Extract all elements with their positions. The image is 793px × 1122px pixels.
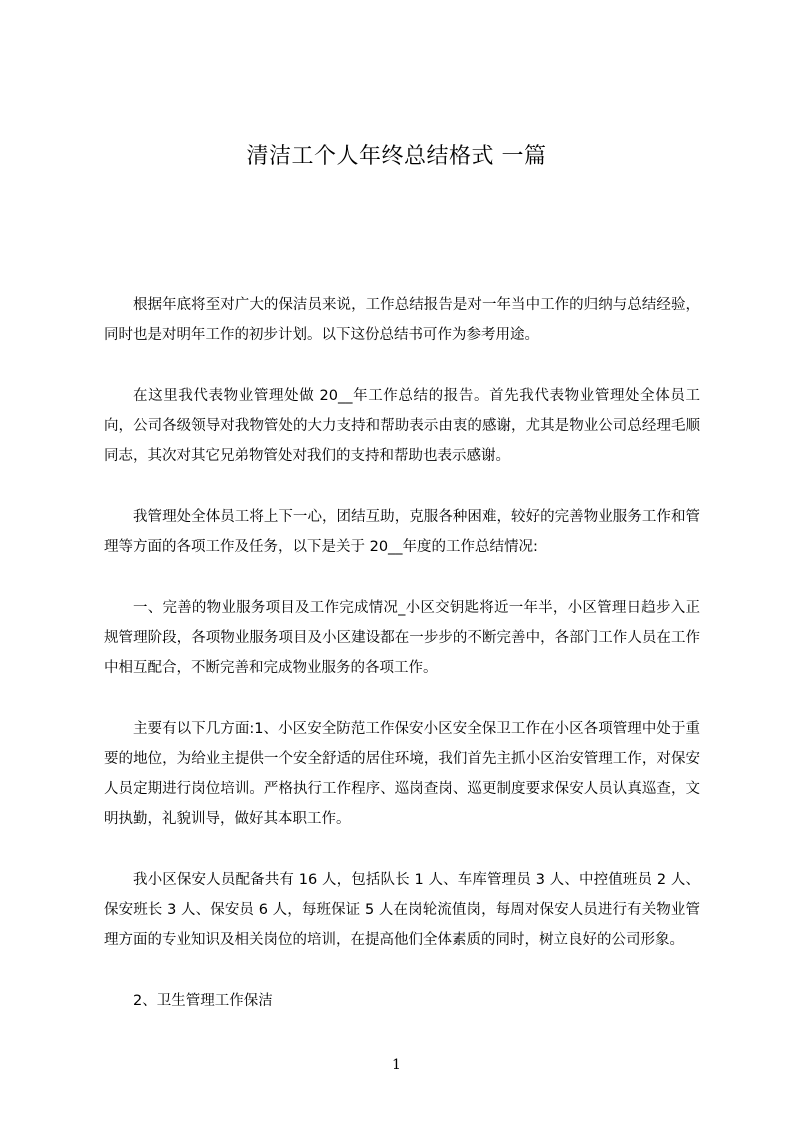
document-body xyxy=(104,290,700,1047)
paragraph-security: 主要有以下几方面:1、小区安全防范工作保安小区安全保卫工作在小区各项管理中处于重要的地位，为给业主提供一个安全舒适的居住环境，我们首先主抓小区治安管理工作，对保安人员定期进行岗位培训。严格执行工作程序、巡岗查岗、巡更制度要求保安人员认真巡查，文明执勤，礼貌训导，做好其本职工作。 xyxy=(104,721,700,827)
paragraph-sanitation-heading: 2、卫生管理工作保洁 xyxy=(133,993,273,1009)
paragraph-staffing: 我小区保安人员配备共有 16 人，包括队长 1 人、车库管理员 3 人、中控值班员 2 人、保安班长 3 人、保安员 6 人，每班保证 5 人在岗轮流值岗，每周对保安人员进行有关物业管理方面的专业知识及相关岗位的培训，在提高他们全体素质的同时，树立良好的公司形象。 xyxy=(104,872,700,948)
page-number: 1 xyxy=(392,1057,401,1073)
paragraph-section-one: 一、完善的物业服务项目及工作完成情况_小区交钥匙将近一年半，小区管理日趋步入正规管理阶段，各项物业服务项目及小区建设都在一步步的不断完善中，各部门工作人员在工作中相互配合，不断完善和完成物业服务的各项工作。 xyxy=(104,600,700,676)
paragraph-thanks: 在这里我代表物业管理处做 20__年工作总结的报告。首先我代表物业管理处全体员工向，公司各级领导对我物管处的大力支持和帮助表示由衷的感谢，尤其是物业公司总经理毛顺同志，其次对其它兄弟物管处对我们的支持和帮助也表示感谢。 xyxy=(104,388,700,464)
paragraph-overview: 我管理处全体员工将上下一心，团结互助，克服各种困难，较好的完善物业服务工作和管理等方面的各项工作及任务，以下是关于 20__年度的工作总结情况: xyxy=(104,509,700,555)
document-title: 清洁工个人年终总结格式 一篇 xyxy=(246,144,547,169)
paragraph-intro: 根据年底将至对广大的保洁员来说，工作总结报告是对一年当中工作的归纳与总结经验，同时也是对明年工作的初步计划。以下这份总结书可作为参考用途。 xyxy=(104,297,700,343)
